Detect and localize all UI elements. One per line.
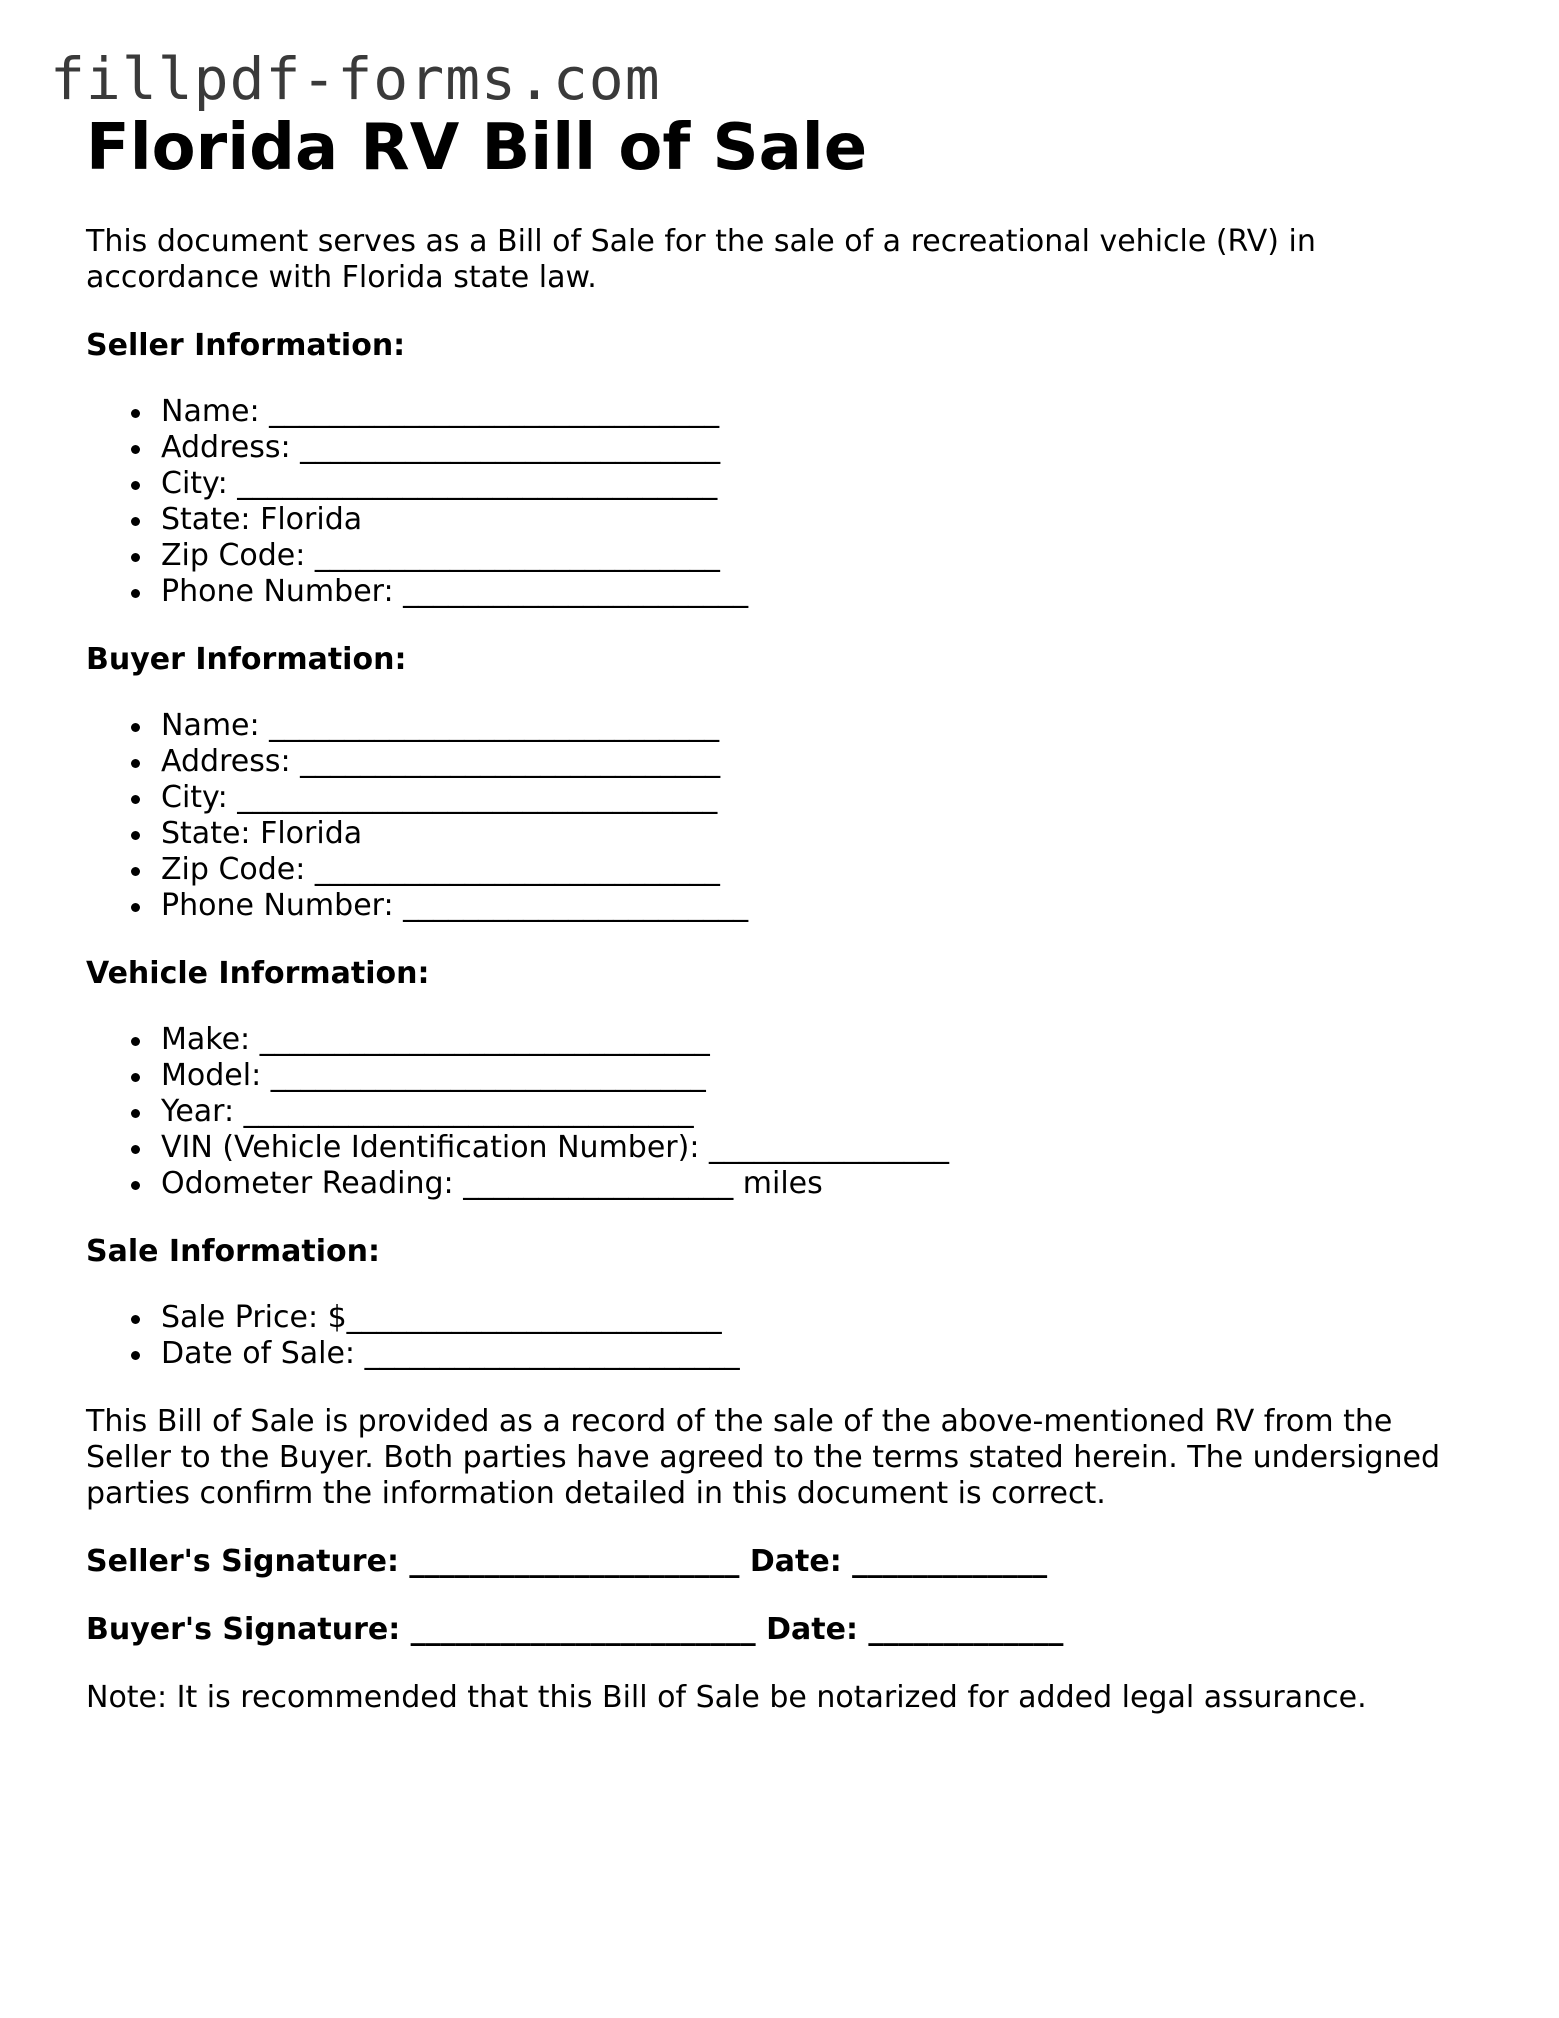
sale-price-field — [161, 1300, 1486, 1336]
seller-zip-blank[interactable]: ___________________________ — [314, 538, 720, 573]
seller-state-value: Florida — [260, 502, 363, 537]
vehicle-vin-blank[interactable]: ________________ — [708, 1130, 949, 1165]
field-label: Name: — [161, 394, 260, 429]
seller-signature-blank[interactable]: ______________________ — [409, 1544, 740, 1579]
buyer-name-field — [161, 708, 1486, 744]
seller-signature-line — [86, 1544, 1486, 1580]
field-label: State: — [161, 502, 251, 537]
vehicle-model-blank[interactable]: _____________________________ — [270, 1058, 706, 1093]
buyer-address-blank[interactable]: ____________________________ — [300, 744, 721, 779]
buyer-date-blank[interactable]: _____________ — [868, 1612, 1064, 1647]
field-label: Address: — [161, 744, 291, 779]
sale-date-blank[interactable]: _________________________ — [364, 1336, 740, 1371]
buyer-address-field — [161, 744, 1486, 780]
field-label: Zip Code: — [161, 852, 306, 887]
document-page — [86, 108, 1486, 1716]
intro-paragraph: This document serves as a Bill of Sale for the sale of a recreational vehicle (RV) in accordance with Florida state law. — [86, 224, 1316, 295]
buyer-state-value: Florida — [260, 816, 363, 851]
buyer-section-heading: Buyer Information: — [86, 642, 407, 677]
field-label: City: — [161, 780, 228, 815]
closing-paragraph: This Bill of Sale is provided as a record of the sale of the above-mentioned RV from the Seller to the Buyer. Both parties have agreed to the terms stated herein. The undersigned parties confirm the information detailed in this document is correct. — [86, 1404, 1440, 1511]
odometer-unit: miles — [742, 1166, 823, 1201]
buyer-city-field — [161, 780, 1486, 816]
buyer-field-list — [86, 708, 1486, 924]
field-label: Odometer Reading: — [161, 1166, 454, 1201]
seller-phone-field — [161, 574, 1486, 610]
seller-phone-blank[interactable]: _______________________ — [403, 574, 749, 609]
buyer-state-field — [161, 816, 1486, 852]
vehicle-make-blank[interactable]: ______________________________ — [259, 1022, 710, 1057]
seller-section-heading: Seller Information: — [86, 328, 406, 363]
field-label: City: — [161, 466, 228, 501]
seller-name-field — [161, 394, 1486, 430]
buyer-signature-label: Buyer's Signature: — [86, 1612, 401, 1647]
seller-city-field — [161, 466, 1486, 502]
field-label: Make: — [161, 1022, 251, 1057]
seller-city-blank[interactable]: ________________________________ — [237, 466, 718, 501]
vehicle-year-field — [161, 1094, 1486, 1130]
buyer-city-blank[interactable]: ________________________________ — [237, 780, 718, 815]
seller-zip-field — [161, 538, 1486, 574]
sale-date-field — [161, 1336, 1486, 1372]
vehicle-odometer-blank[interactable]: __________________ — [463, 1166, 734, 1201]
seller-state-field — [161, 502, 1486, 538]
buyer-signature-line — [86, 1612, 1486, 1648]
seller-signature-label: Seller's Signature: — [86, 1544, 399, 1579]
field-label: Date of Sale: — [161, 1336, 356, 1371]
seller-date-blank[interactable]: _____________ — [852, 1544, 1048, 1579]
page-title: Florida RV Bill of Sale — [86, 111, 868, 185]
buyer-signature-blank[interactable]: _______________________ — [410, 1612, 756, 1647]
buyer-zip-blank[interactable]: ___________________________ — [314, 852, 720, 887]
vehicle-vin-field — [161, 1130, 1486, 1166]
vehicle-year-blank[interactable]: ______________________________ — [243, 1094, 694, 1129]
vehicle-odometer-field — [161, 1166, 1486, 1202]
buyer-zip-field — [161, 852, 1486, 888]
field-label: Name: — [161, 708, 260, 743]
field-label: Zip Code: — [161, 538, 306, 573]
vehicle-section-heading: Vehicle Information: — [86, 956, 430, 991]
vehicle-model-field — [161, 1058, 1486, 1094]
seller-address-blank[interactable]: ____________________________ — [300, 430, 721, 465]
seller-name-blank[interactable]: ______________________________ — [269, 394, 720, 429]
vehicle-field-list — [86, 1022, 1486, 1202]
buyer-phone-blank[interactable]: _______________________ — [403, 888, 749, 923]
field-label: VIN (Vehicle Identification Number): — [161, 1130, 700, 1165]
field-label: Address: — [161, 430, 291, 465]
field-label: Year: — [161, 1094, 235, 1129]
field-label: Sale Price: $ — [161, 1300, 347, 1335]
sale-section-heading: Sale Information: — [86, 1234, 380, 1269]
sale-price-blank[interactable]: _________________________ — [346, 1300, 722, 1335]
field-label: Model: — [161, 1058, 262, 1093]
buyer-phone-field — [161, 888, 1486, 924]
field-label: Phone Number: — [161, 888, 394, 923]
seller-date-label: Date: — [749, 1544, 842, 1579]
vehicle-make-field — [161, 1022, 1486, 1058]
field-label: Phone Number: — [161, 574, 394, 609]
buyer-date-label: Date: — [766, 1612, 858, 1647]
sale-field-list — [86, 1300, 1486, 1372]
seller-field-list — [86, 394, 1486, 610]
buyer-name-blank[interactable]: ______________________________ — [269, 708, 720, 743]
notary-note: Note: It is recommended that this Bill of Sale be notarized for added legal assurance. — [86, 1680, 1367, 1715]
field-label: State: — [161, 816, 251, 851]
watermark: fillpdf-forms.com — [50, 45, 661, 113]
seller-address-field — [161, 430, 1486, 466]
